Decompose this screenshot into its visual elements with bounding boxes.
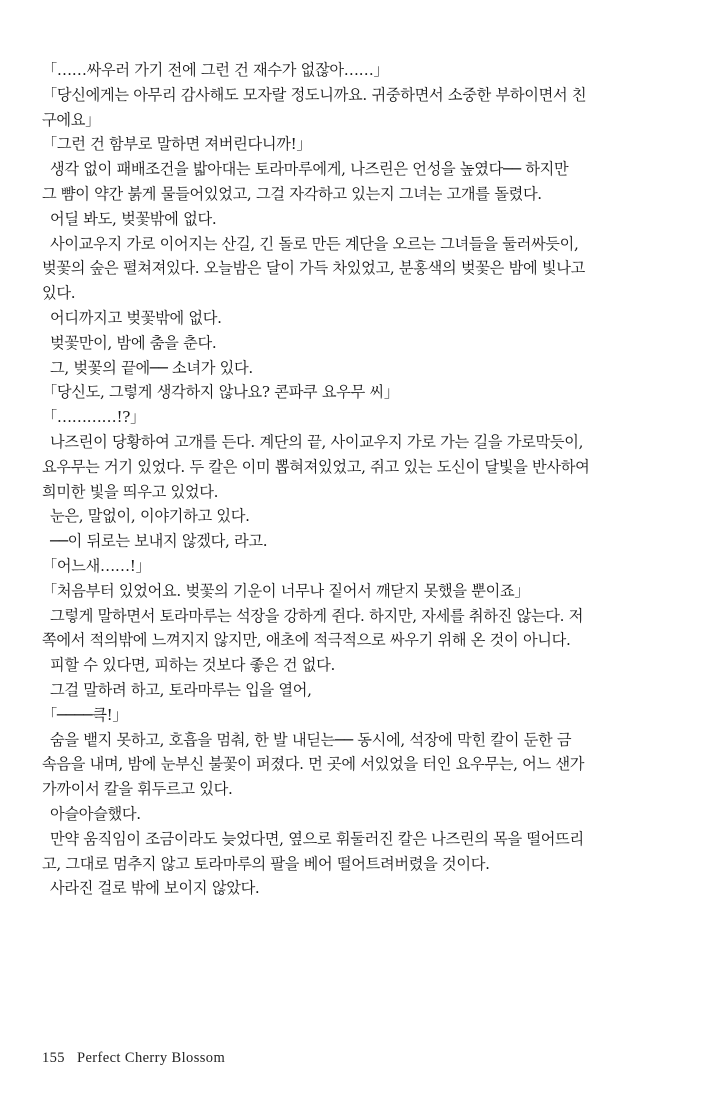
text-line: 희미한 빛을 띄우고 있었다. [42,482,219,501]
book-title: Perfect Cherry Blossom [76,1050,226,1066]
text-line: 「…………!?」 [42,408,145,427]
text-line: 나즈린이 당황하여 고개를 든다. 계단의 끝, 사이교우지 가로 가는 길을 가로막듯이, [50,432,584,451]
text-line: 「────큭!」 [42,705,128,724]
text-line: 숨을 뱉지 못하고, 호흡을 멈춰, 한 발 내딛는── 동시에, 석장에 막힌 칼이 둔한 금 [50,730,572,749]
text-line: 속음을 내며, 밤에 눈부신 불꽃이 퍼졌다. 먼 곳에 서있었을 터인 요우무는, 어느 샌가 [42,755,585,774]
text-line: 쪽에서 적의밖에 느껴지지 않지만, 애초에 적극적으로 싸우기 위해 온 것이 아니다. [42,631,571,650]
text-line: 있다. [42,284,76,303]
text-line: ──이 뒤로는 보내지 않겠다, 라고. [50,532,268,551]
text-line: 그, 벚꽃의 끝에── 소녀가 있다. [50,358,253,377]
text-line: 눈은, 말없이, 이야기하고 있다. [50,507,250,526]
text-line: 어딜 봐도, 벚꽃밖에 없다. [50,209,217,228]
page-footer [42,1050,225,1067]
text-line: 아슬아슬했다. [50,804,141,823]
body-text [42,58,692,901]
text-line: 「당신에게는 아무리 감사해도 모자랄 정도니까요. 귀중하면서 소중한 부하이면서 친 [42,85,587,104]
text-line: 「처음부터 있었어요. 벚꽃의 기운이 너무나 짙어서 깨닫지 못했을 뿐이죠」 [42,581,530,600]
text-line: 고, 그대로 멈추지 않고 토라마루의 팔을 베어 떨어트려버렸을 것이다. [42,854,490,873]
text-line: 「당신도, 그렇게 생각하지 않나요? 콘파쿠 요우무 씨」 [42,383,399,402]
text-line: 「어느새……!」 [42,556,151,575]
page-number: 155 [42,1050,65,1066]
text-line: 생각 없이 패배조건을 밟아대는 토라마루에게, 나즈린은 언성을 높였다── 하지만 [50,160,569,179]
text-line: 사이교우지 가로 이어지는 산길, 긴 돌로 만든 계단을 오르는 그녀들을 둘러싸듯이, [50,234,579,253]
text-line: 벚꽃만이, 밤에 춤을 춘다. [50,333,217,352]
text-line: 그렇게 말하면서 토라마루는 석장을 강하게 쥔다. 하지만, 자세를 취하진 않는다. 저 [50,606,584,625]
text-line: 만약 움직임이 조금이라도 늦었다면, 옆으로 휘둘러진 칼은 나즈린의 목을 떨어뜨리 [50,829,584,848]
text-line: 어디까지고 벚꽃밖에 없다. [50,308,222,327]
text-line: 「……싸우러 가기 전에 그런 건 재수가 없잖아……」 [42,61,389,79]
text-line: 사라진 걸로 밖에 보이지 않았다. [50,879,260,898]
text-line: 가까이서 칼을 휘두르고 있다. [42,780,233,799]
text-line: 「그런 건 함부로 말하면 져버린다니까!」 [42,135,312,154]
text-line: 요우무는 거기 있었다. 두 칼은 이미 뽑혀져있었고, 쥐고 있는 도신이 달빛을 반사하여 [42,457,590,476]
text-line: 구에요」 [42,110,101,129]
text-line: 그걸 말하려 하고, 토라마루는 입을 열어, [50,680,312,699]
text-line: 그 뺨이 약간 붉게 물들어있었고, 그걸 자각하고 있는지 그녀는 고개를 돌렸다. [42,184,542,203]
text-line: 피할 수 있다면, 피하는 것보다 좋은 건 없다. [50,656,336,675]
text-line: 벚꽃의 숲은 펼쳐져있다. 오늘밤은 달이 가득 차있었고, 분홍색의 벚꽃은 밤에 빛나고 [42,259,585,278]
